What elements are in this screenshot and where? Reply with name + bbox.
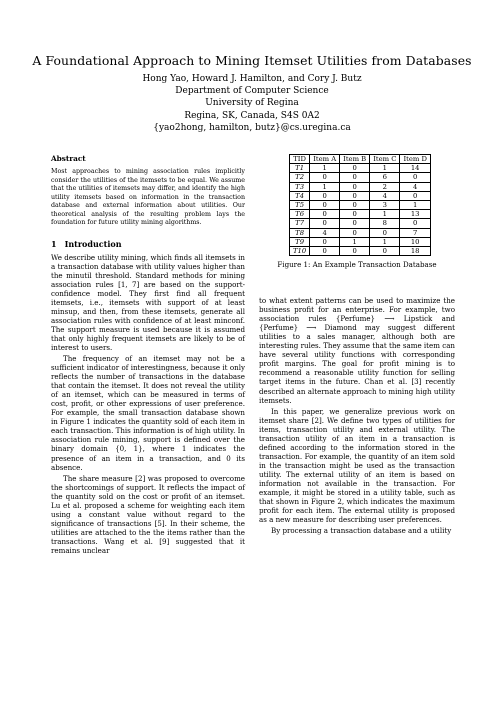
right-paragraph-1: to what extent patterns can be used to maximize the business profit for an enterprise. For example, two association rules {Perfume} ⟶ Lipstick and {Perfume} ⟶ Diamond may suggest different utilities to a sales manager, although both are interesting rules. They assume that the same item can have several utility functions with corresponding profit margins. The goal for profit mining is to recommend a reasonable utility function for selling target items in the future. Chan et al. [3] recently described an alternate approach to mining high utility itemsets. [259, 296, 455, 405]
table-cell: 0 [340, 200, 370, 209]
table-cell: 0 [400, 219, 431, 228]
table-body [290, 164, 431, 256]
table-cell: 6 [370, 173, 400, 182]
tid-cell: T8 [290, 228, 310, 237]
right-text [259, 296, 455, 535]
department: Department of Computer Science [175, 86, 329, 97]
intro-paragraph-2: The frequency of an itemset may not be a sufficient indicator of interestingness, because it only reflects the number of transactions in the database that contain the itemset. It does not reveal the utility of an itemset, which can be measured in terms of cost, profit, or other expressions of user preference. For example, the small transaction database shown in Figure 1 indicates the quantity sold of each item in each transaction. This information is of high utility. In association rule mining, support is defined over the binary domain {0, 1}, where 1 indicates the presence of an item in a transaction, and 0 its absence. [51, 354, 245, 472]
university: University of Regina [205, 98, 299, 109]
table-cell: 0 [340, 246, 370, 255]
table-cell: 0 [310, 219, 340, 228]
table-cell: 4 [370, 191, 400, 200]
table-cell: 0 [310, 173, 340, 182]
table-cell: 0 [340, 191, 370, 200]
table-cell: 10 [400, 237, 431, 246]
table-cell: 4 [400, 182, 431, 191]
table-cell: 8 [370, 219, 400, 228]
right-paragraph-2: In this paper, we generalize previous work on itemset share [2]. We define two types of utilities for items, transaction utility and external utility. The transaction utility of an item in a transaction is defined according to the information stored in the transaction. For example, the quantity of an item sold in the transaction might be used as the transaction utility. The external utility of an item is based on information not available in the transaction. For example, it might be stored in a utility table, such as that shown in Figure 2, which indicates the maximum profit for each item. The external utility is proposed as a new measure for describing user preferences. [259, 406, 455, 525]
table-cell: 0 [310, 246, 340, 255]
table-row [290, 182, 431, 191]
left-column [51, 154, 245, 555]
header-cell: TID [290, 155, 310, 164]
intro-paragraph-3: The share measure [2] was proposed to overcome the shortcomings of support. It reflects the impact of the quantity sold on the cost or profit of an itemset. Lu et al. proposed a scheme for weighting each item using a constant value without regard to the significance of transactions [5]. In their scheme, the utilities are attached to the the items rather than the transactions. Wang et al. [9] suggested that it remains unclear [51, 473, 245, 555]
table-row [290, 173, 431, 182]
table-cell: 1 [340, 237, 370, 246]
section-number: 1 [51, 238, 57, 249]
table-row [290, 164, 431, 173]
table-row [290, 246, 431, 255]
address: Regina, SK, Canada, S4S 0A2 [184, 110, 320, 121]
table-cell: 18 [400, 246, 431, 255]
section-title: Introduction [64, 238, 122, 249]
table-header-row [290, 155, 431, 164]
table-cell: 0 [340, 173, 370, 182]
table-cell: 2 [370, 182, 400, 191]
table-cell: 4 [310, 228, 340, 237]
tid-cell: T6 [290, 210, 310, 219]
table-cell: 0 [310, 200, 340, 209]
table-cell: 0 [310, 191, 340, 200]
table-row [290, 191, 431, 200]
table-row [290, 219, 431, 228]
abstract-text: Most approaches to mining association rules implicitly consider the utilities of the itemsets to be equal. We assume that the utilities of itemsets may differ, and identify the high utility itemsets based on information in the transaction database and external information about utilities. Our theoretical analysis of the resulting problem lays the foundation for future utility mining algorithms. [51, 168, 245, 226]
header-cell: Item A [310, 155, 340, 164]
author-block [0, 73, 504, 134]
table-cell: 0 [400, 191, 431, 200]
figure-caption: Figure 1: An Example Transaction Database [277, 260, 437, 270]
section-heading-introduction [51, 239, 245, 249]
table-cell: 0 [400, 173, 431, 182]
table-cell: 0 [370, 246, 400, 255]
tid-cell: T9 [290, 237, 310, 246]
header-cell: Item C [370, 155, 400, 164]
table-row [290, 228, 431, 237]
tid-cell: T2 [290, 173, 310, 182]
intro-paragraph-1: We describe utility mining, which finds all itemsets in a transaction database with utility values higher than the minutil threshold. Standard methods for mining association rules [1, 7] are based on the support-confidence model. They first find all frequent itemsets, i.e., itemsets with support of at least minsup, and then, from these itemsets, generate all association rules with confidence of at least minconf. The support measure is used because it is assumed that only highly frequent itemsets are likely to be of interest to users. [51, 252, 245, 352]
table-cell: 14 [400, 164, 431, 173]
table-cell: 0 [340, 182, 370, 191]
table-cell: 0 [370, 228, 400, 237]
table-row [290, 200, 431, 209]
author-names: Hong Yao, Howard J. Hamilton, and Cory J. Butz [142, 74, 362, 84]
table-cell: 7 [400, 228, 431, 237]
paper-title: A Foundational Approach to Mining Itemset Utilities from Databases [32, 53, 472, 68]
table-cell: 0 [310, 210, 340, 219]
header-cell: Item D [400, 155, 431, 164]
transaction-table [289, 154, 431, 256]
table-cell: 1 [370, 237, 400, 246]
table-cell: 1 [310, 164, 340, 173]
emails: {yao2hong, hamilton, butz}@cs.uregina.ca [153, 122, 351, 133]
header-cell: Item B [340, 155, 370, 164]
table-row [290, 210, 431, 219]
tid-cell: T7 [290, 219, 310, 228]
tid-cell: T3 [290, 182, 310, 191]
table-cell: 0 [340, 164, 370, 173]
table-cell: 0 [340, 210, 370, 219]
tid-cell: T1 [290, 164, 310, 173]
table-cell: 3 [370, 200, 400, 209]
abstract-heading: Abstract [51, 154, 86, 163]
table-cell: 0 [340, 228, 370, 237]
table-cell: 0 [310, 237, 340, 246]
table-cell: 1 [400, 200, 431, 209]
right-paragraph-3: By processing a transaction database and a utility [271, 526, 452, 536]
tid-cell: T10 [290, 246, 310, 255]
tid-cell: T4 [290, 191, 310, 200]
tid-cell: T5 [290, 200, 310, 209]
right-column [259, 154, 455, 535]
table-cell: 1 [310, 182, 340, 191]
table-cell: 13 [400, 210, 431, 219]
table-cell: 1 [370, 210, 400, 219]
table-row [290, 237, 431, 246]
table-cell: 1 [370, 164, 400, 173]
table-cell: 0 [340, 219, 370, 228]
